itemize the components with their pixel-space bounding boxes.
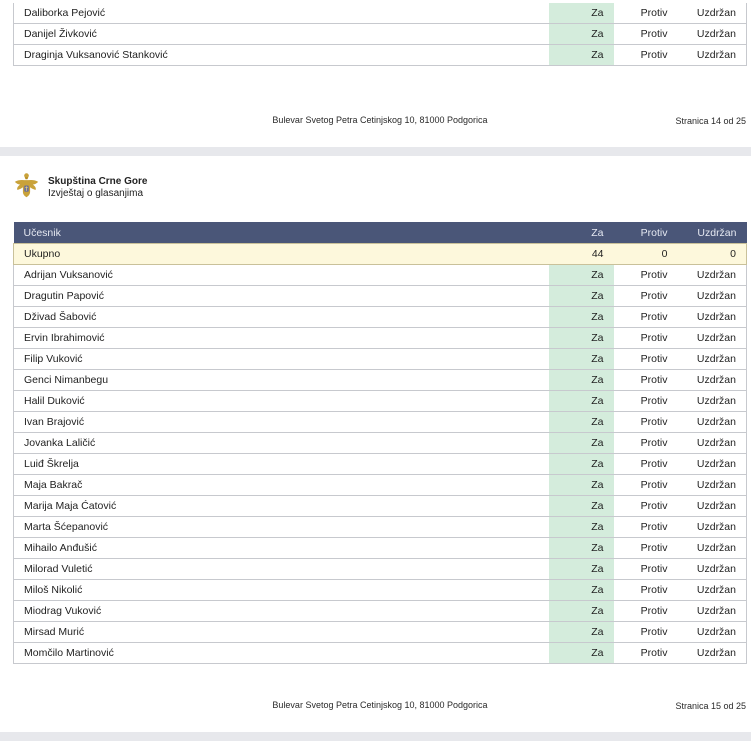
footer-address: Bulevar Svetog Petra Cetinjskog 10, 81000 Podgorica	[272, 700, 488, 710]
participant-name: Milorad Vuletić	[14, 559, 549, 580]
vote-za: Za	[549, 286, 614, 307]
participant-name: Mihailo Anđušić	[14, 538, 549, 559]
vote-za: Za	[549, 496, 614, 517]
vote-uzdrzan: Uzdržan	[678, 538, 747, 559]
vote-uzdrzan: Uzdržan	[678, 24, 747, 45]
table-row	[14, 538, 747, 559]
vote-protiv: Protiv	[614, 24, 678, 45]
table-row	[14, 580, 747, 601]
vote-protiv: Protiv	[614, 349, 678, 370]
table-row	[14, 24, 747, 45]
table-row	[14, 433, 747, 454]
participant-name: Dragutin Papović	[14, 286, 549, 307]
vote-protiv: Protiv	[614, 475, 678, 496]
vote-table-page-14	[13, 3, 747, 66]
column-header-za: Za	[549, 222, 614, 244]
table-row	[14, 265, 747, 286]
table-row	[14, 45, 747, 66]
participant-name: Ervin Ibrahimović	[14, 328, 549, 349]
vote-za: Za	[549, 433, 614, 454]
footer-address: Bulevar Svetog Petra Cetinjskog 10, 81000 Podgorica	[272, 115, 488, 125]
table-row	[14, 475, 747, 496]
vote-protiv: Protiv	[614, 370, 678, 391]
vote-protiv: Protiv	[614, 45, 678, 66]
participant-name: Luiđ Škrelja	[14, 454, 549, 475]
vote-uzdrzan: Uzdržan	[678, 559, 747, 580]
vote-uzdrzan: Uzdržan	[678, 433, 747, 454]
vote-za: Za	[549, 412, 614, 433]
vote-za: Za	[549, 622, 614, 643]
vote-protiv: Protiv	[614, 265, 678, 286]
vote-protiv: Protiv	[614, 286, 678, 307]
participant-name: Daliborka Pejović	[14, 3, 549, 24]
table-row	[14, 517, 747, 538]
vote-protiv: Protiv	[614, 517, 678, 538]
vote-za: Za	[549, 391, 614, 412]
vote-za: Za	[549, 45, 614, 66]
column-header-uzdrzan: Uzdržan	[678, 222, 747, 244]
table-row	[14, 349, 747, 370]
vote-uzdrzan: Uzdržan	[678, 370, 747, 391]
vote-protiv: Protiv	[614, 580, 678, 601]
vote-za: Za	[549, 559, 614, 580]
vote-uzdrzan: Uzdržan	[678, 307, 747, 328]
table-row	[14, 496, 747, 517]
vote-protiv: Protiv	[614, 433, 678, 454]
table-row	[14, 286, 747, 307]
participant-name: Genci Nimanbegu	[14, 370, 549, 391]
vote-za: Za	[549, 328, 614, 349]
table-row	[14, 370, 747, 391]
vote-uzdrzan: Uzdržan	[678, 622, 747, 643]
vote-za: Za	[549, 580, 614, 601]
vote-uzdrzan: Uzdržan	[678, 643, 747, 664]
vote-za: Za	[549, 517, 614, 538]
participant-name: Marta Šćepanović	[14, 517, 549, 538]
table-row	[14, 328, 747, 349]
vote-uzdrzan: Uzdržan	[678, 580, 747, 601]
vote-za: Za	[549, 307, 614, 328]
vote-za: Za	[549, 370, 614, 391]
vote-za: Za	[549, 643, 614, 664]
vote-protiv: Protiv	[614, 3, 678, 24]
vote-protiv: Protiv	[614, 559, 678, 580]
participant-name: Maja Bakrač	[14, 475, 549, 496]
table-row	[14, 559, 747, 580]
vote-uzdrzan: Uzdržan	[678, 265, 747, 286]
vote-protiv: Protiv	[614, 391, 678, 412]
vote-protiv: Protiv	[614, 307, 678, 328]
total-protiv: 0	[614, 244, 678, 265]
vote-protiv: Protiv	[614, 496, 678, 517]
total-row	[14, 244, 747, 265]
vote-za: Za	[549, 24, 614, 45]
vote-za: Za	[549, 475, 614, 496]
table-row	[14, 391, 747, 412]
vote-uzdrzan: Uzdržan	[678, 328, 747, 349]
org-name: Skupština Crne Gore	[48, 176, 148, 187]
vote-protiv: Protiv	[614, 328, 678, 349]
participant-name: Draginja Vuksanović Stanković	[14, 45, 549, 66]
vote-uzdrzan: Uzdržan	[678, 601, 747, 622]
document-header	[13, 172, 147, 200]
vote-protiv: Protiv	[614, 538, 678, 559]
vote-uzdrzan: Uzdržan	[678, 3, 747, 24]
vote-uzdrzan: Uzdržan	[678, 349, 747, 370]
participant-name: Momčilo Martinović	[14, 643, 549, 664]
participant-name: Danijel Živković	[14, 24, 549, 45]
vote-protiv: Protiv	[614, 643, 678, 664]
vote-uzdrzan: Uzdržan	[678, 391, 747, 412]
table-row	[14, 622, 747, 643]
report-subtitle: Izvještaj o glasanjima	[48, 188, 144, 199]
table-row	[14, 601, 747, 622]
vote-protiv: Protiv	[614, 454, 678, 475]
participant-name: Marija Maja Ćatović	[14, 496, 549, 517]
table-row	[14, 412, 747, 433]
vote-protiv: Protiv	[614, 412, 678, 433]
participant-name: Filip Vuković	[14, 349, 549, 370]
table-row	[14, 643, 747, 664]
vote-uzdrzan: Uzdržan	[678, 286, 747, 307]
participant-name: Jovanka Laličić	[14, 433, 549, 454]
column-header-protiv: Protiv	[614, 222, 678, 244]
vote-protiv: Protiv	[614, 601, 678, 622]
vote-za: Za	[549, 538, 614, 559]
vote-uzdrzan: Uzdržan	[678, 412, 747, 433]
total-za: 44	[549, 244, 614, 265]
participant-name: Mirsad Murić	[14, 622, 549, 643]
page-number: Stranica 14 od 25	[675, 116, 746, 126]
participant-name: Halil Duković	[14, 391, 549, 412]
column-header-ucesnik: Učesnik	[14, 222, 549, 244]
vote-table-page-15	[13, 222, 747, 664]
vote-uzdrzan: Uzdržan	[678, 45, 747, 66]
table-row	[14, 454, 747, 475]
participant-name: Dživad Šabović	[14, 307, 549, 328]
page-separator	[0, 732, 751, 741]
participant-name: Adrijan Vuksanović	[14, 265, 549, 286]
participant-name: Miloš Nikolić	[14, 580, 549, 601]
total-label: Ukupno	[14, 244, 549, 265]
table-row	[14, 307, 747, 328]
page-number: Stranica 15 od 25	[675, 701, 746, 711]
table-row	[14, 3, 747, 24]
vote-uzdrzan: Uzdržan	[678, 496, 747, 517]
page-separator	[0, 147, 751, 156]
vote-za: Za	[549, 349, 614, 370]
vote-protiv: Protiv	[614, 622, 678, 643]
page-14	[0, 0, 751, 147]
vote-za: Za	[549, 601, 614, 622]
participant-name: Ivan Brajović	[14, 412, 549, 433]
vote-uzdrzan: Uzdržan	[678, 475, 747, 496]
vote-za: Za	[549, 454, 614, 475]
vote-uzdrzan: Uzdržan	[678, 454, 747, 475]
vote-uzdrzan: Uzdržan	[678, 517, 747, 538]
vote-za: Za	[549, 265, 614, 286]
table-header-row	[14, 222, 747, 244]
total-uzdrzan: 0	[678, 244, 747, 265]
coat-of-arms-icon	[13, 172, 40, 199]
participant-name: Miodrag Vuković	[14, 601, 549, 622]
vote-za: Za	[549, 3, 614, 24]
